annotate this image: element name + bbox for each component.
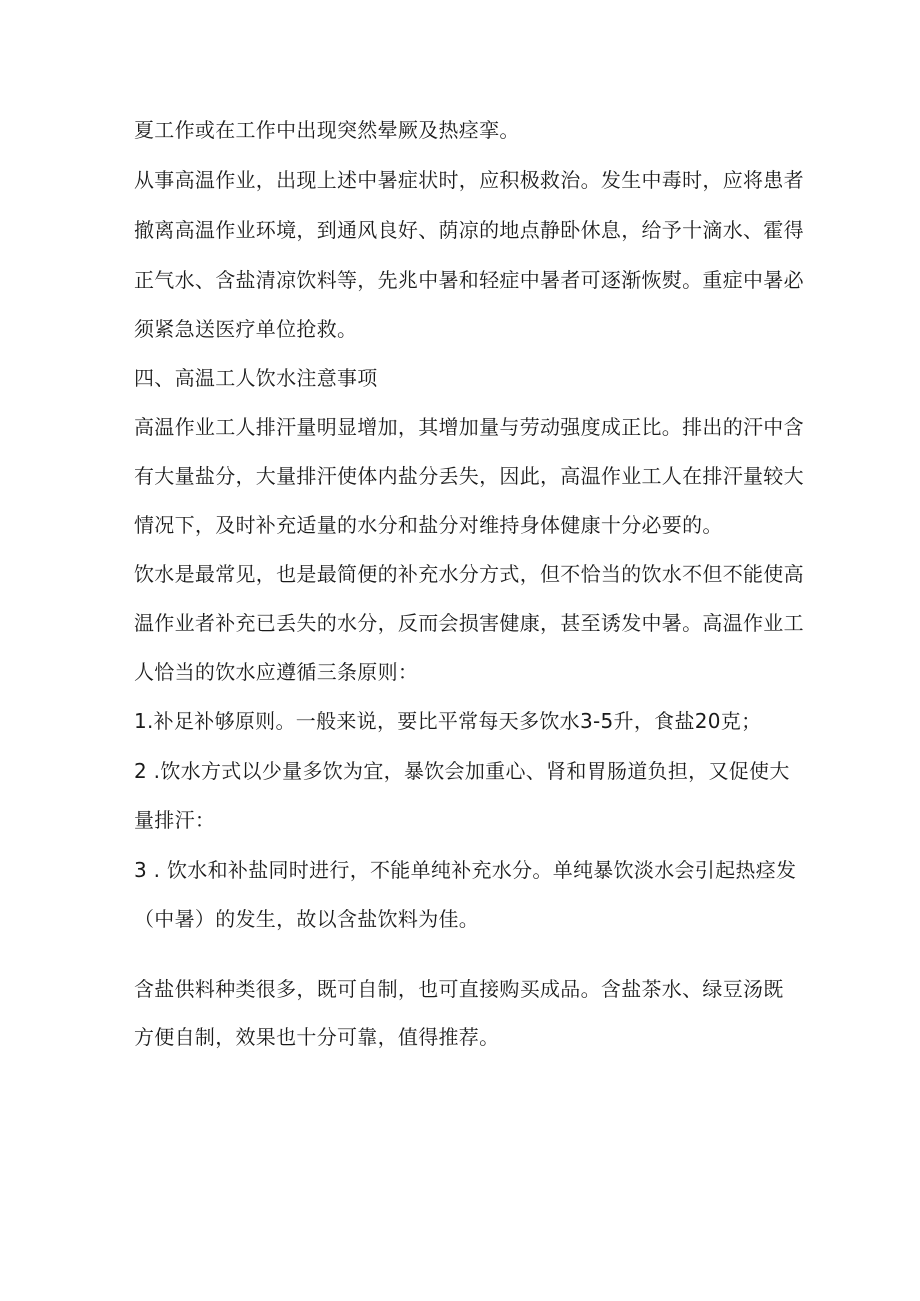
list-item-3-cont: （中暑）的发生，故以含盐饮料为佳。 [134,907,480,931]
section-heading: 四、高温工人饮水注意事项 [134,366,378,390]
text-line: 人恰当的饮水应遵循三条原则： [134,660,419,684]
text-line: 方便自制，效果也十分可靠，值得推荐。 [134,1025,500,1049]
text-line: 从事高温作业，出现上述中暑症状时，应积极救治。发生中毒时，应将患者 [134,168,804,192]
list-item-2: 2 .饮水方式以少量多饮为宜，暴饮会加重心、肾和胃肠道负担，又促使大 [134,759,790,783]
text-line: 情况下，及时补充适量的水分和盐分对维持身体健康十分必要的。 [134,513,723,537]
text-line: 高温作业工人排汗量明显增加，其增加量与劳动强度成正比。排出的汗中含 [134,415,804,439]
text-line: 正气水、含盐清凉饮料等，先兆中暑和轻症中暑者可逐渐恢熨。重症中暑必 [134,268,804,292]
text-line: 须紧急送医疗单位抢救。 [134,317,358,341]
text-line: 饮水是最常见，也是最简便的补充水分方式，但不恰当的饮水不但不能使高 [134,562,804,586]
text-line: 含盐供料种类很多，既可自制，也可直接购买成品。含盐茶水、绿豆汤既 [134,977,784,1001]
list-item-1: 1.补足补够原则。一般来说，要比平常每天多饮水3-5升，食盐20克； [134,709,762,733]
text-line: 温作业者补充已丢失的水分，反而会损害健康，甚至诱发中暑。高温作业工 [134,611,804,635]
text-line: 夏工作或在工作中出现突然晕厥及热痉挛。 [134,118,520,142]
text-line: 有大量盐分，大量排汗使体内盐分丢失，因此，高温作业工人在排汗量较大 [134,464,804,488]
text-line: 撤离高温作业环境，到通风良好、荫凉的地点静卧休息，给予十滴水、霍得 [134,218,804,242]
list-item-2-cont: 量排汗： [134,808,216,832]
list-item-3: 3 . 饮水和补盐同时进行，不能单纯补充水分。单纯暴饮淡水会引起热痉发 [134,858,797,882]
